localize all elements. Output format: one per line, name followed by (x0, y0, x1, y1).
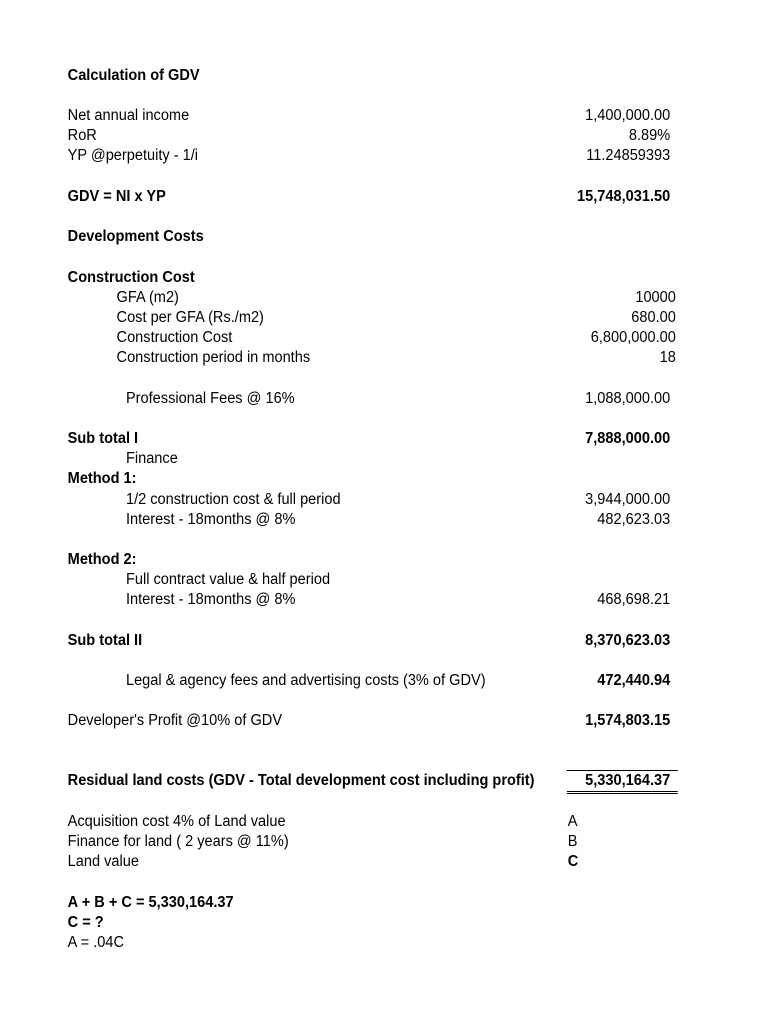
yp-row (0, 146, 722, 166)
equation-3: A = .04C (67, 934, 124, 951)
residual-value: 5,330,164.37 (567, 770, 677, 794)
finance-label: Finance (125, 450, 178, 467)
professional-fees-value: 1,088,000.00 (585, 390, 671, 407)
finance-land-letter: B (567, 833, 578, 850)
ror-value: 8.89% (628, 127, 671, 144)
finance-land-row (0, 832, 722, 852)
cost-per-gfa-row (0, 308, 722, 328)
method2-line2-label: Interest - 18months @ 8% (125, 591, 296, 608)
acquisition-label: Acquisition cost 4% of Land value (67, 813, 286, 830)
method2-line2-value: 468,698.21 (597, 591, 671, 608)
subtotal1-row (0, 429, 722, 449)
method1-line2-row (0, 510, 722, 530)
residual-row (0, 771, 722, 791)
equation-1: A + B + C = 5,330,164.37 (67, 894, 234, 911)
finance-row (0, 449, 722, 469)
legal-fees-value: 472,440.94 (597, 672, 671, 689)
construction-period-value: 18 (659, 349, 676, 366)
method2-line1-label: Full contract value & half period (125, 571, 331, 588)
subtotal2-row (0, 631, 722, 651)
dev-profit-label: Developer's Profit @10% of GDV (67, 712, 283, 729)
gdv-formula-label: GDV = NI x YP (67, 188, 166, 205)
construction-cost-label: Construction Cost (116, 329, 233, 346)
residual-label: Residual land costs (GDV - Total development cost including profit) (67, 772, 535, 789)
professional-fees-label: Professional Fees @ 16% (125, 390, 295, 407)
page-title: Calculation of GDV (67, 67, 200, 84)
title-row (0, 66, 722, 86)
gdv-formula-row (0, 187, 722, 207)
net-annual-income-label: Net annual income (67, 107, 190, 124)
construction-heading: Construction Cost (67, 269, 195, 286)
finance-land-label: Finance for land ( 2 years @ 11%) (67, 833, 289, 850)
yp-label: YP @perpetuity - 1/i (67, 147, 199, 164)
gfa-value: 10000 (635, 289, 676, 306)
method1-line1-label: 1/2 construction cost & full period (125, 491, 341, 508)
legal-fees-label: Legal & agency fees and advertising costs (3% of GDV) (125, 672, 486, 689)
construction-cost-row (0, 328, 722, 348)
equation1-row (0, 893, 722, 913)
cost-per-gfa-label: Cost per GFA (Rs./m2) (116, 309, 264, 326)
gfa-label: GFA (m2) (116, 289, 179, 306)
construction-period-row (0, 348, 722, 368)
professional-fees-row (0, 389, 722, 409)
method1-heading-row (0, 469, 722, 489)
subtotal1-value: 7,888,000.00 (585, 430, 671, 447)
method1-heading: Method 1: (67, 470, 137, 487)
gdv-value: 15,748,031.50 (577, 188, 671, 205)
gfa-row (0, 288, 722, 308)
subtotal2-label: Sub total II (67, 632, 143, 649)
legal-fees-row (0, 671, 722, 691)
method1-line1-value: 3,944,000.00 (585, 491, 671, 508)
ror-row (0, 126, 722, 146)
construction-heading-row (0, 268, 722, 288)
land-value-row (0, 852, 722, 872)
dev-costs-heading: Development Costs (67, 228, 204, 245)
subtotal2-value: 8,370,623.03 (585, 632, 671, 649)
dev-costs-heading-row (0, 227, 722, 247)
net-annual-income-value: 1,400,000.00 (585, 107, 671, 124)
method1-line1-row (0, 490, 722, 510)
land-value-letter: C (567, 853, 579, 870)
yp-value: 11.24859393 (586, 147, 671, 164)
cost-per-gfa-value: 680.00 (631, 309, 676, 326)
method2-heading: Method 2: (67, 551, 137, 568)
equation3-row (0, 933, 722, 953)
method2-line1-row (0, 570, 722, 590)
acquisition-row (0, 812, 722, 832)
dev-profit-row (0, 711, 722, 731)
subtotal1-label: Sub total I (67, 430, 139, 447)
ror-label: RoR (67, 127, 97, 144)
equation2-row (0, 913, 722, 933)
acquisition-letter: A (567, 813, 578, 830)
land-value-label: Land value (67, 853, 139, 870)
dev-profit-value: 1,574,803.15 (585, 712, 671, 729)
equation-2: C = ? (67, 914, 104, 931)
method1-line2-value: 482,623.03 (597, 511, 671, 528)
construction-cost-value: 6,800,000.00 (590, 329, 676, 346)
method2-line2-row (0, 590, 722, 610)
net-annual-income-row (0, 106, 722, 126)
construction-period-label: Construction period in months (116, 349, 311, 366)
method2-heading-row (0, 550, 722, 570)
method1-line2-label: Interest - 18months @ 8% (125, 511, 296, 528)
